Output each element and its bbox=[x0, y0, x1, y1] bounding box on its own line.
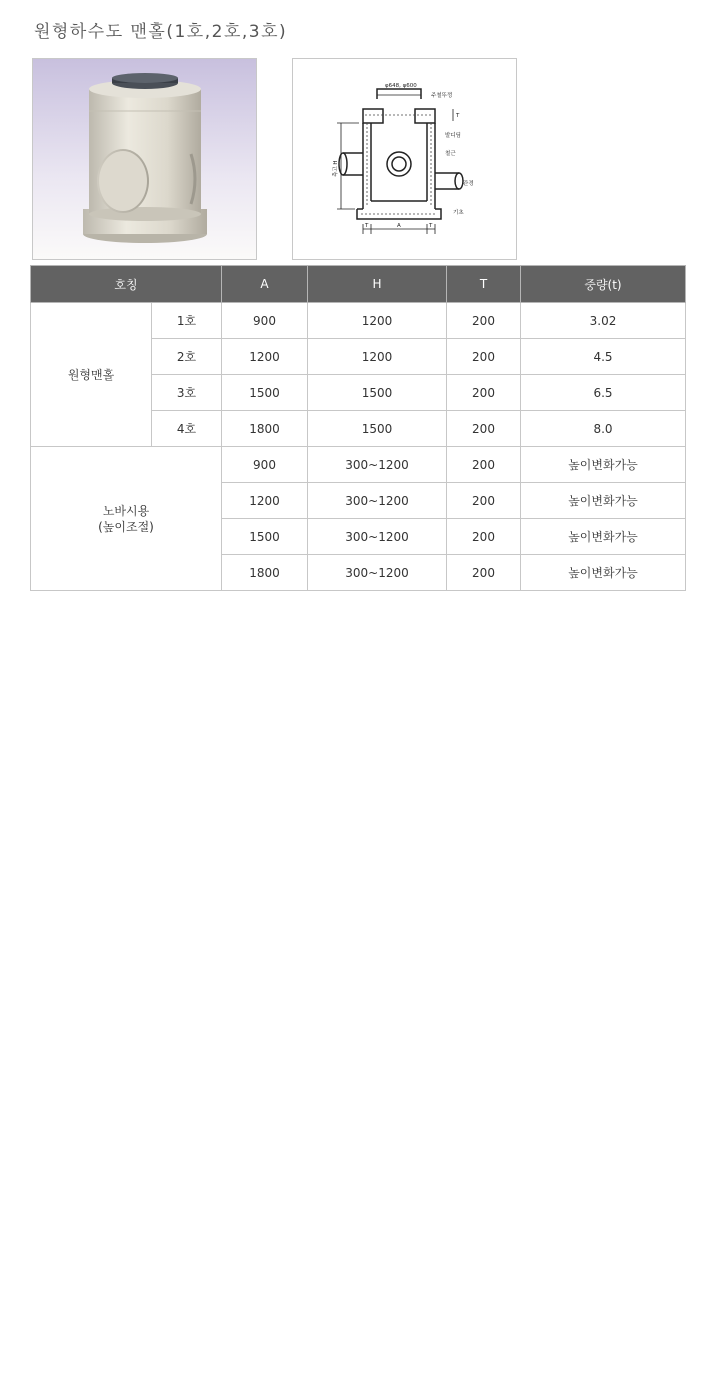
cell-t: 200 bbox=[447, 519, 521, 555]
table-row bbox=[31, 303, 686, 339]
page-title: 원형하수도 맨홀(1호,2호,3호) bbox=[34, 22, 288, 42]
drawing-dim-a: A bbox=[397, 223, 401, 229]
cell-weight: 높이변화가능 bbox=[521, 555, 686, 591]
cell-a: 1800 bbox=[222, 555, 308, 591]
cell-size: 2호 bbox=[152, 339, 222, 375]
cell-size: 3호 bbox=[152, 375, 222, 411]
drawing-base-label: 기초 bbox=[453, 210, 464, 216]
cell-h: 1200 bbox=[308, 303, 447, 339]
cell-h: 300~1200 bbox=[308, 519, 447, 555]
table-header-row bbox=[31, 266, 686, 303]
drawing-height-label: 측고 H bbox=[333, 160, 339, 177]
cell-weight: 4.5 bbox=[521, 339, 686, 375]
drawing-ladder-label: 발디딤 bbox=[445, 133, 461, 139]
spec-table bbox=[30, 265, 686, 591]
cell-h: 300~1200 bbox=[308, 483, 447, 519]
header-weight: 중량(t) bbox=[521, 266, 686, 303]
header-t: T bbox=[447, 266, 521, 303]
group-label-adjustable bbox=[31, 447, 222, 591]
cell-size: 1호 bbox=[152, 303, 222, 339]
header-name: 호칭 bbox=[31, 266, 222, 303]
cell-a: 900 bbox=[222, 303, 308, 339]
cell-h: 1500 bbox=[308, 411, 447, 447]
drawing-cover-label: 주철뚜껑 bbox=[431, 93, 453, 99]
cell-weight: 높이변화가능 bbox=[521, 483, 686, 519]
header-a: A bbox=[222, 266, 308, 303]
drawing-pipe-label: 관경 bbox=[463, 181, 474, 187]
cell-a: 1800 bbox=[222, 411, 308, 447]
cell-t: 200 bbox=[447, 303, 521, 339]
cell-a: 1500 bbox=[222, 375, 308, 411]
cell-a: 1200 bbox=[222, 483, 308, 519]
drawing-cover-t-label: T bbox=[456, 113, 460, 119]
drawing-dim-t-left: T bbox=[365, 223, 369, 229]
cell-t: 200 bbox=[447, 339, 521, 375]
cell-h: 1200 bbox=[308, 339, 447, 375]
cell-t: 200 bbox=[447, 375, 521, 411]
group-label-round: 원형맨홀 bbox=[31, 303, 152, 447]
cell-a: 1200 bbox=[222, 339, 308, 375]
cell-size: 4호 bbox=[152, 411, 222, 447]
manhole-section-drawing bbox=[292, 58, 517, 260]
cell-a: 900 bbox=[222, 447, 308, 483]
cell-weight: 6.5 bbox=[521, 375, 686, 411]
cell-weight: 8.0 bbox=[521, 411, 686, 447]
cell-t: 200 bbox=[447, 447, 521, 483]
cell-h: 1500 bbox=[308, 375, 447, 411]
drawing-rebar-label: 철근 bbox=[445, 151, 456, 157]
table-row bbox=[31, 447, 686, 483]
cell-h: 300~1200 bbox=[308, 447, 447, 483]
cell-t: 200 bbox=[447, 411, 521, 447]
cell-t: 200 bbox=[447, 555, 521, 591]
manhole-photo bbox=[32, 58, 257, 260]
drawing-opening-label: φ648, φ600 bbox=[385, 83, 417, 89]
group-label-line1: 노바시용 bbox=[102, 503, 150, 518]
cell-weight: 높이변화가능 bbox=[521, 519, 686, 555]
cell-weight: 3.02 bbox=[521, 303, 686, 339]
header-h: H bbox=[308, 266, 447, 303]
cell-h: 300~1200 bbox=[308, 555, 447, 591]
cell-t: 200 bbox=[447, 483, 521, 519]
group-label-line2: (높이조절) bbox=[98, 519, 154, 534]
drawing-dim-t-right: T bbox=[429, 223, 433, 229]
cell-a: 1500 bbox=[222, 519, 308, 555]
cell-weight: 높이변화가능 bbox=[521, 447, 686, 483]
